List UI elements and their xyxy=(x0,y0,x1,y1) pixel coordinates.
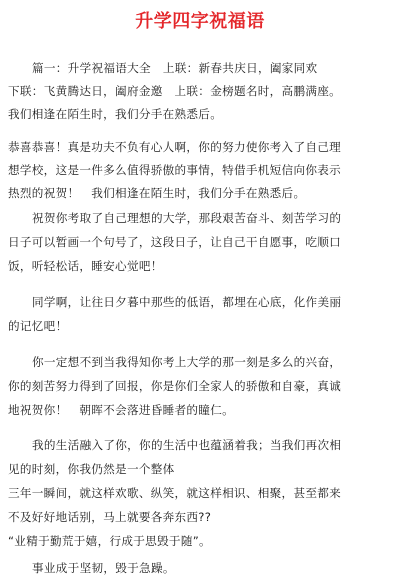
text-line: 三年一瞬间，就这样欢歌、纵笑，就这样相识、相聚，甚至都来 xyxy=(8,486,342,500)
text-line: 不及好好地话别，马上就要各奔东西?? xyxy=(8,510,212,524)
text-line: 热烈的祝贺！ 我们相逢在陌生时，我们分手在熟悉后。 xyxy=(8,186,306,200)
text-line: 事业成于坚韧，毁于急躁。 xyxy=(32,561,175,575)
document-title: 升学四字祝福语 xyxy=(135,11,265,32)
text-line: 你的刻苦努力得到了回报，你是你们全家人的骄傲和自豪，真诚 xyxy=(8,379,342,393)
text-line: 祝贺你考取了自己理想的大学，那段艰苦奋斗、刻苦学习的 xyxy=(32,211,342,225)
text-line: 见的时刻，你我仍然是一个整体 xyxy=(8,462,175,476)
text-line: 篇一：升学祝福语大全 上联：新春共庆日，阖家同欢 xyxy=(32,61,318,75)
text-line: 地祝贺你！ 朝晖不会落进昏睡者的瞳仁。 xyxy=(8,403,234,417)
text-line: “业精于勤荒于嬉，行成于思毁于随”。 xyxy=(8,534,211,548)
text-line: 我们相逢在陌生时，我们分手在熟悉后。 xyxy=(8,107,223,121)
text-line: 下联：飞黄腾达日，阖府金邀 上联：金榜题名时，高鹏满座。 xyxy=(8,84,342,98)
text-line: 恭喜恭喜！真是功夫不负有心人啊，你的努力使你考入了自己理 xyxy=(8,140,342,154)
text-line: 日子可以暂画一个句号了，这段日子，让自己干自愿事，吃顺口 xyxy=(8,235,342,249)
text-line: 的记忆吧！ xyxy=(8,319,68,333)
text-line: 饭，听轻松话，睡安心觉吧！ xyxy=(8,259,163,273)
text-line: 我的生活融入了你，你的生活中也蕴涵着我；当我们再次相 xyxy=(32,438,342,452)
text-line: 同学啊，让往日夕暮中那些的低语，都埋在心底，化作美丽 xyxy=(32,295,342,309)
text-line: 你一定想不到当我得知你考上大学的那一刻是多么的兴奋， xyxy=(32,355,342,369)
text-line: 想学校，这是一件多么值得骄傲的事情，特借手机短信向你表示 xyxy=(8,163,342,177)
